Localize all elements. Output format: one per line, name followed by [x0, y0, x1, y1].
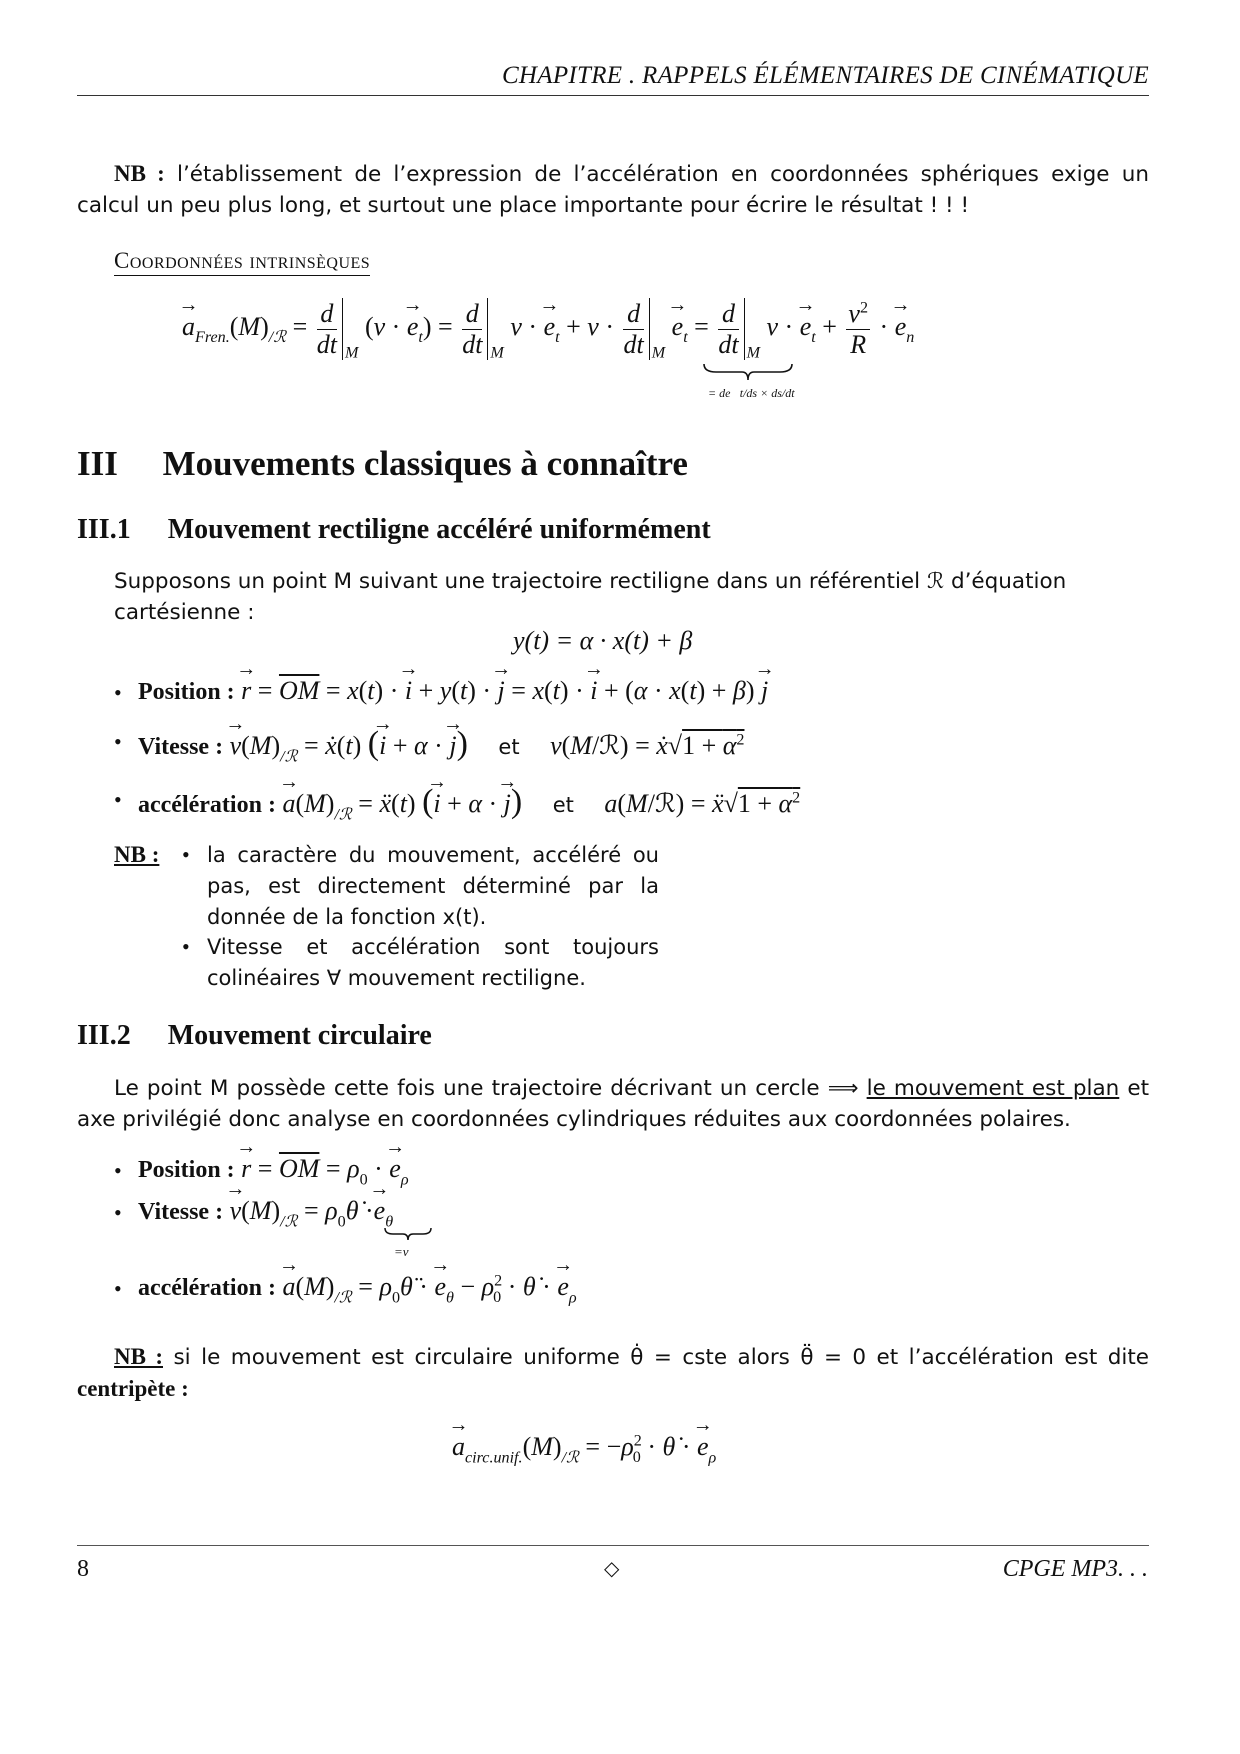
- header-rule: [77, 95, 1149, 96]
- nb-circular-paragraph: [77, 1341, 1149, 1405]
- et-word: et: [498, 735, 520, 759]
- rectilinear-intro: Supposons un point M suivant une trajectoire rectiligne dans un référentiel ℛ d’équation cartésienne :: [114, 569, 1067, 625]
- underbrace-velocity: [383, 1226, 433, 1242]
- footer-diamond: ◇: [604, 1558, 620, 1580]
- underbrace-v-note: =v: [394, 1244, 409, 1259]
- nb-rectilinear-item-1: la caractère du mouvement, accéléré ou pas, est directement déterminé par la donnée de la fonction x(t).: [207, 843, 659, 929]
- section-number: III: [77, 444, 118, 483]
- cartesian-equation: y(t) = α · x(t) + β: [513, 626, 693, 655]
- bullet-label: Vitesse :: [138, 1199, 224, 1225]
- bullet-dot: •: [114, 787, 122, 812]
- bullet-label: Position :: [138, 679, 235, 705]
- position-circular: Position : → $r = \overline{OM} = \rho_0$ · → $e_\rho$: [138, 1154, 409, 1189]
- acceleration-circular: accélération : → $a(M)_{/ℛ}$ = $\rho_0\thetä$ · → $e_\theta - \rho^2_0$ · θ̇ · → $e_\rho$: [138, 1272, 577, 1307]
- subsection-title-text: Mouvement circulaire: [167, 1020, 432, 1051]
- subsection-title-text: Mouvement rectiligne accéléré uniformément: [167, 514, 711, 545]
- section-title-text: Mouvements classiques à connaître: [162, 444, 688, 483]
- underbrace-frenet: [702, 362, 794, 382]
- bullet-dot: •: [182, 842, 190, 867]
- centripete-word: centripète :: [77, 1376, 189, 1401]
- circular-intro-b: et axe privilégié donc analyse en coordonnées cylindriques réduites aux coordonnées polaires.: [77, 1076, 1150, 1132]
- subsection-3-2-title: [77, 1020, 432, 1052]
- centripetal-acceleration-equation: → $a_{circ.unif.}(M)_{/ℛ} = -\rho^2_0$ · θ̇ · → $e_\rho$: [452, 1432, 716, 1467]
- subsection-number: III.1: [77, 514, 131, 545]
- nb-label: NB :: [114, 161, 165, 186]
- et-word: et: [552, 793, 574, 817]
- bullet-dot: •: [114, 680, 122, 705]
- plane-motion-underlined: le mouvement est plan: [866, 1076, 1120, 1101]
- bullet-label: Position :: [138, 1157, 235, 1183]
- bullet-dot: •: [114, 1276, 122, 1301]
- circular-intro: [77, 1073, 1149, 1135]
- acceleration-rectilinear: accélération : → $a(M)_{/ℛ}$ = ẍ(t) (→ i + α · → j) et a(M/ℛ) = ẍ√1 + $\alpha^2$: [138, 783, 800, 824]
- nb-sphere-paragraph: [77, 158, 1149, 221]
- velocity-circular: Vitesse : → $v(M)_{/ℛ}$ = $\rho_0\thetȧ \cdot\to e_\theta$: [138, 1196, 393, 1231]
- nb-rectilinear-label: NB :: [114, 842, 160, 867]
- running-header: CHAPITRE . RAPPELS ÉLÉMENTAIRES DE CINÉMATIQUE: [501, 62, 1149, 89]
- circular-intro-a: Le point M possède cette fois une trajectoire décrivant un cercle ⟹: [114, 1076, 867, 1101]
- page-number: 8: [77, 1556, 89, 1582]
- bullet-dot: •: [114, 1158, 122, 1183]
- nb-rectilinear-item-2: Vitesse et accélération sont toujours colinéaires ∀ mouvement rectiligne.: [207, 935, 659, 990]
- intrinsic-heading: Coordonnées intrinsèques: [114, 248, 370, 276]
- footer-rule: [77, 1545, 1149, 1546]
- bullet-label: accélération :: [138, 1275, 276, 1301]
- bullet-dot: •: [114, 1200, 122, 1225]
- bullet-dot: •: [114, 729, 122, 754]
- section-title: [77, 444, 688, 484]
- nb-circular-label: NB :: [114, 1344, 163, 1369]
- subsection-3-1-title: [77, 514, 711, 546]
- subsection-number: III.2: [77, 1020, 131, 1051]
- footer-right: CPGE MP3. . .: [1002, 1556, 1148, 1582]
- bullet-label: Vitesse :: [138, 734, 224, 760]
- position-rectilinear: Position : → $r = \overline{OM} = x(t)$ · → i + y(t) · → j = x(t) · → i + (α · x(t) + β) → j: [138, 676, 768, 706]
- nb-text: l’établissement de l’expression de l’accélération en coordonnées sphériques exige un calcul un peu plus long, et surtout une place importante pour écrire le résultat ! ! !: [77, 162, 1149, 218]
- bullet-label: accélération :: [138, 792, 276, 818]
- bullet-dot: •: [182, 934, 190, 959]
- underbrace-note: = de⃗t/ds × ds/dt: [708, 386, 795, 400]
- velocity-rectilinear: Vitesse : → $v(M)_{/ℛ}$ = ẋ(t) (→ i + α · → j) et v(M/ℛ) = ẋ√1 + $\alpha^2$: [138, 725, 744, 766]
- nb-circular-text: si le mouvement est circulaire uniforme θ̇ = cste alors θ̈ = 0 et l’accélération est dite: [173, 1345, 1149, 1370]
- frenet-acceleration-equation: → $a_{Fren.}(M)_{/ℛ}$ = $\frac{d}{dt}$ $_M$ (v · → $e_t$) = $\frac{d}{dt}$ $_M$ v · → $e_t + v$ · $\frac{d}{dt}$ $_M \to e_t$ = $\frac{d}{dt}$ $_M$ v · → $e_t$ + $\frac{v^2}{R}$ · → $e_n$: [182, 298, 914, 363]
